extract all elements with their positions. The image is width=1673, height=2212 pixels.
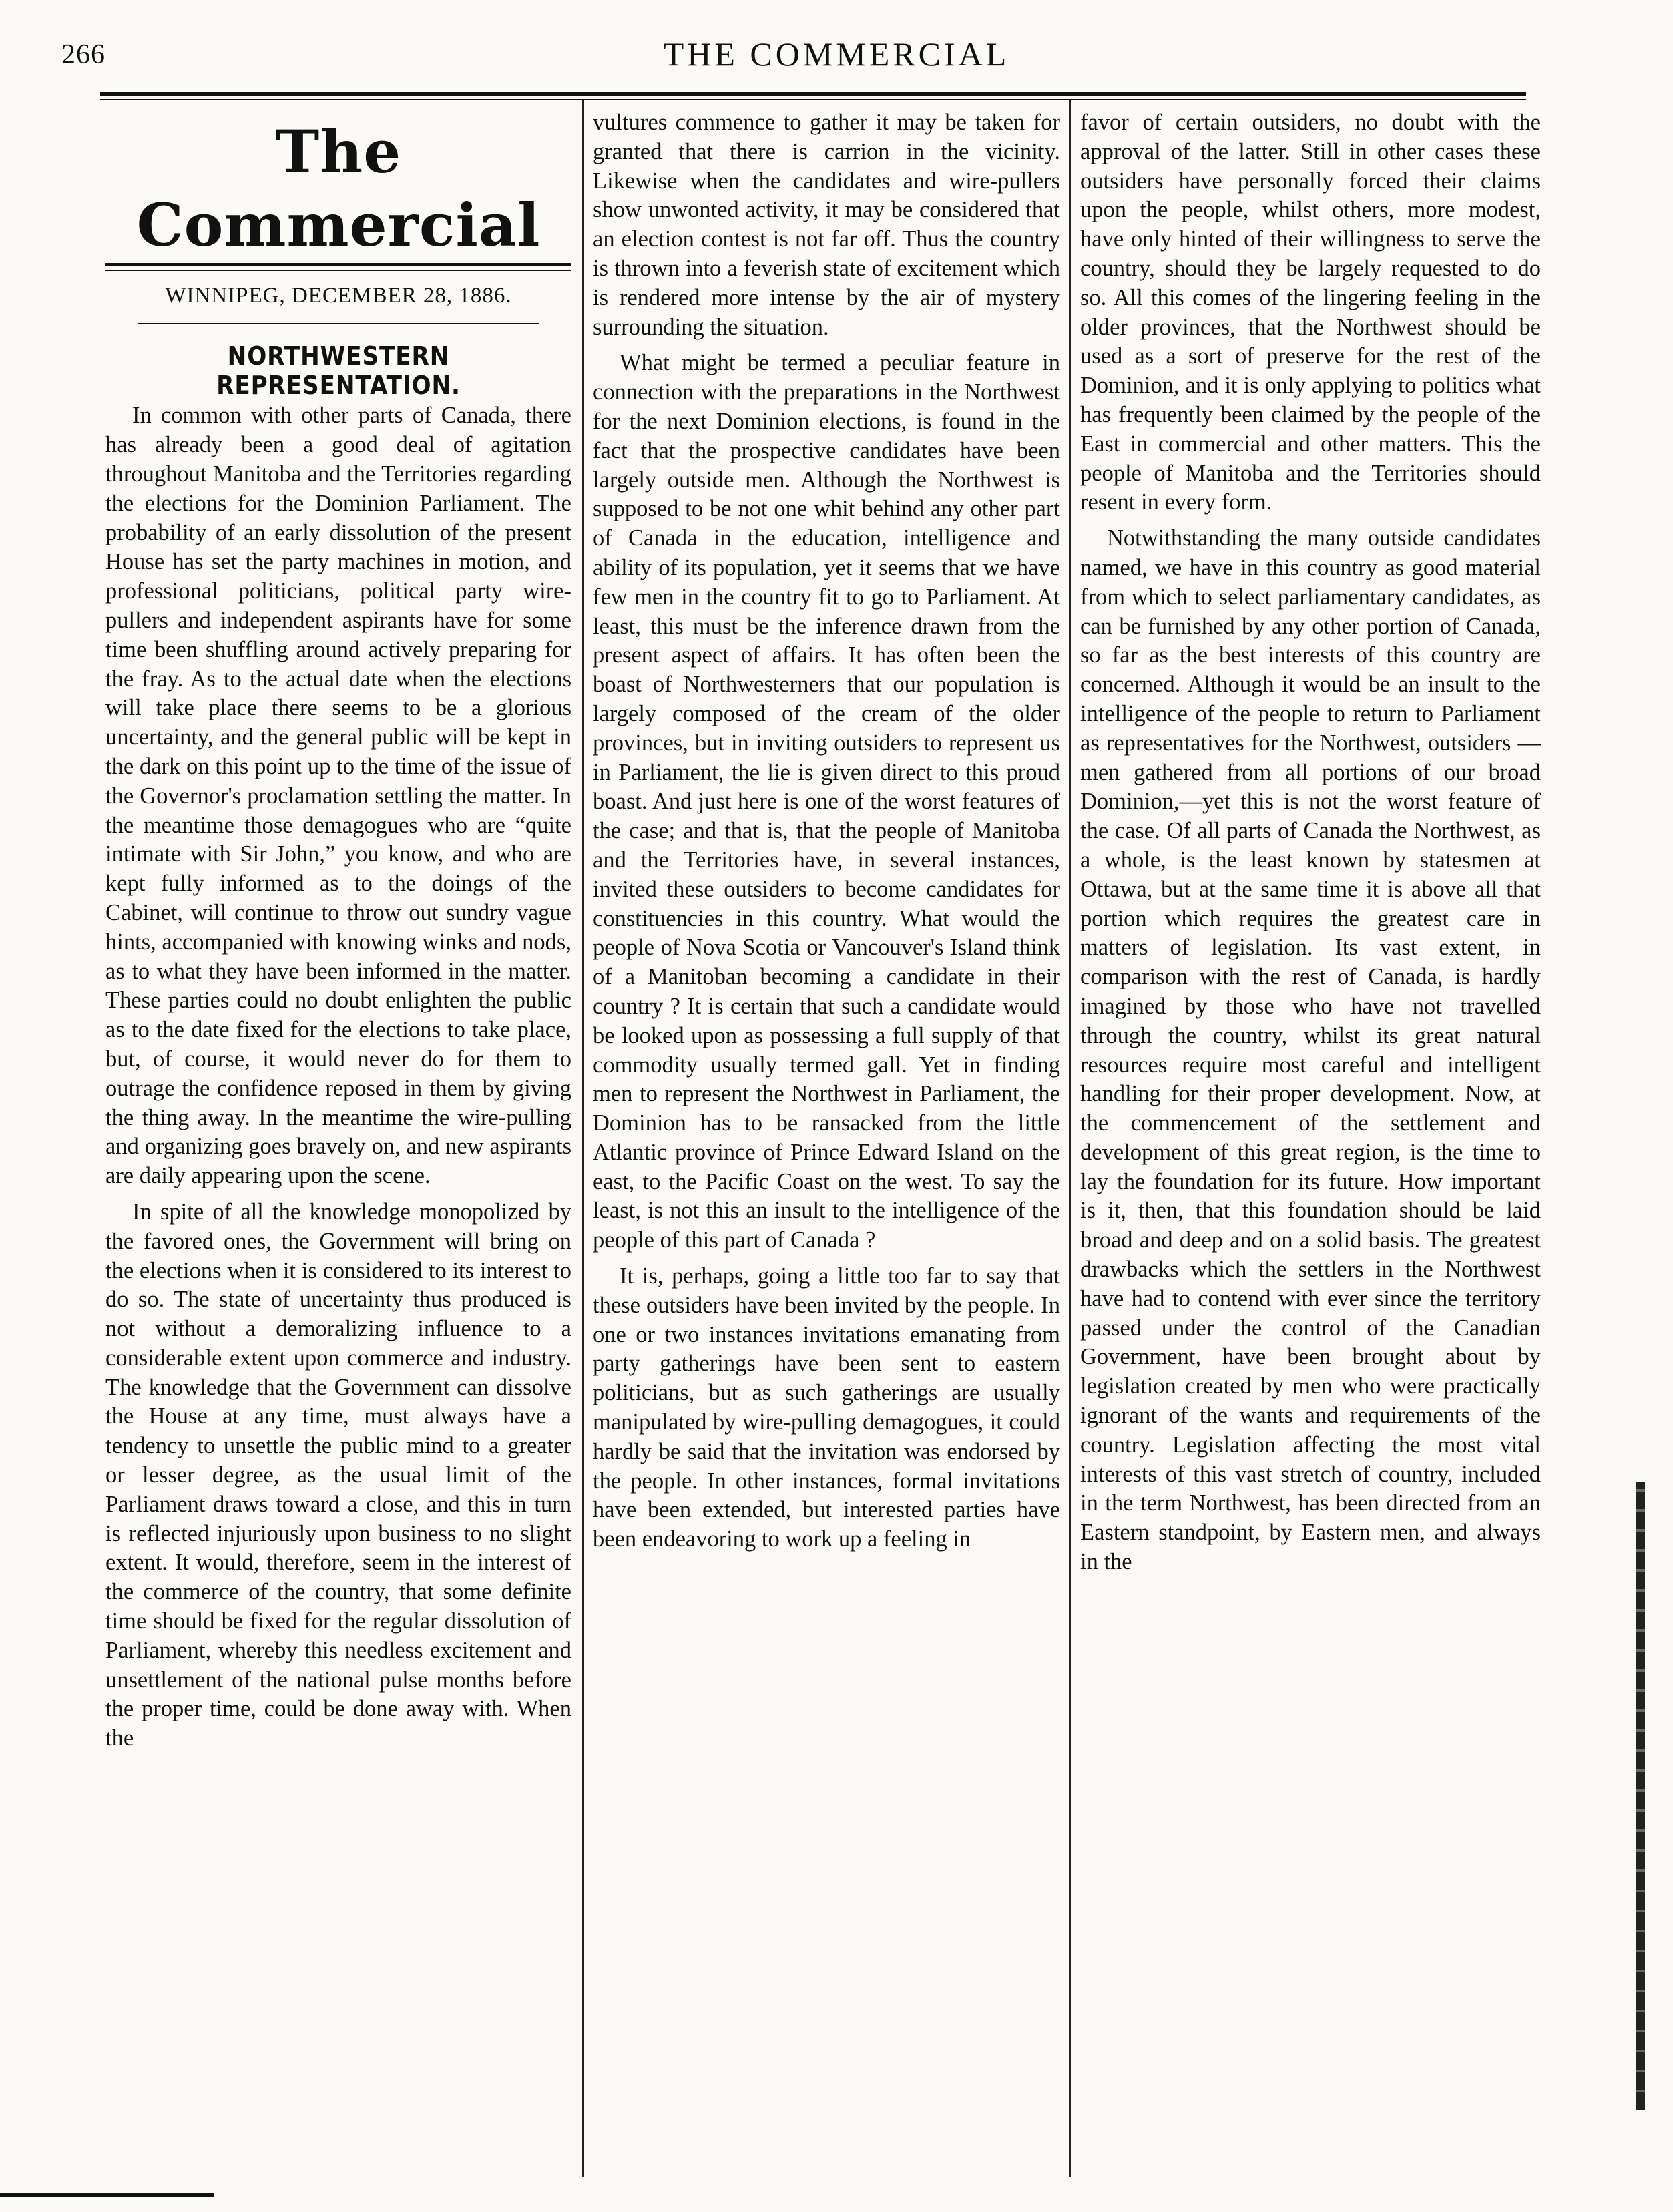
article-headline: NORTHWESTERN REPRESENTATION. <box>216 341 461 400</box>
column-divider <box>1069 100 1071 2177</box>
binding-edge-mark <box>1636 1482 1645 2110</box>
running-title: THE COMMERCIAL <box>663 35 1010 73</box>
column-divider <box>582 100 584 2177</box>
footer-rule <box>0 2193 214 2197</box>
paragraph: What might be termed a peculiar feature in connection with the preparations in the Northwest for the next Dominion elections, is found in the fact that the prospective candidates have been largely outside men. Although the Northwest is supposed to be not one whit behind any other part of Canada in the education, intelligence and ability of its population, yet it seems that we have few men in the country fit to go to Parliament. At least, this must be the inference drawn from the present aspect of affairs. It has often been the boast of Northwesterners that our population is largely composed of the cream of the older provinces, but in inviting outsiders to represent us in Parliament, the lie is given direct to this proud boast. And just here is one of the worst features of the case; and that is, that the people of Manitoba and the Territories have, in several instances, invited these outsiders to become candidates for constituencies in this country. What would the people of Nova Scotia or Vancouver's Island think of a Manitoban becoming a candidate in their country ? It is certain that such a candidate would be looked upon as possessing a full supply of that commodity usually termed gall. Yet in finding men to represent the Northwest in Parliament, the Dominion has to be ransacked from the little Atlantic province of Prince Edward Island on the east, to the Pacific Coast on the west. To say the least, is not this an insult to the intelligence of the people of this part of Canada ? <box>593 350 1060 1253</box>
column-2 <box>593 108 1060 2165</box>
masthead-title: The Commercial <box>136 117 541 260</box>
column-1 <box>105 108 571 2165</box>
column-3 <box>1080 108 1541 2165</box>
paragraph: vultures commence to gather it may be taken for granted that there is carrion in the vicinity. Likewise when the candidates and wire-pullers show unwonted activity, it may be considered that an election contest is not far off. Thus the country is thrown into a feverish state of excitement which is rendered more intense by the air of mystery surrounding the situation. <box>593 109 1060 340</box>
paragraph: It is, perhaps, going a little too far to say that these outsiders have been invited by the people. In one or two instances invitations emanating from party gatherings have been sent to eastern politicians, but as such gatherings are usually manipulated by wire-pulling demagogues, it could hardly be said that the invitation was endorsed by the people. In other instances, formal invitations have been extended, but interested parties have been endeavoring to work up a feeling in <box>593 1263 1060 1552</box>
dateline: WINNIPEG, DECEMBER 28, 1886. <box>165 284 512 308</box>
paragraph: Notwithstanding the many outside candidates named, we have in this country as good material from which to select parliamentary candidates, as can be furnished by any other portion of Canada, so far as the best interests of this country are concerned. Although it would be an insult to the intelligence of the people to return to Parliament as representatives for the Northwest, outsiders —men gathered from all portions of our broad Dominion,—yet this is not the worst feature of the case. Of all parts of Canada the Northwest, as a whole, is the least known by statesmen at Ottawa, but at the same time it is above all that portion which requires the greatest care in matters of legislation. Its vast extent, in comparison with the rest of Canada, is hardly imagined by those who have not travelled through the country, whilst its great natural resources require most careful and intelligent handling for their proper development. Now, at the commencement of the settlement and development of this great region, is the time to lay the foundation for its future. How important is it, then, that this foundation should be laid broad and deep and on a solid basis. The greatest drawbacks which the settlers in the Northwest have had to contend with ever since the territory passed under the control of the Canadian Government, have been brought about by legislation created by men who were practically ignorant of the wants and requirements of the country. Legislation affecting the most vital interests of this vast stretch of country, included in the term Northwest, has been directed from an Eastern standpoint, by Eastern men, and always in the <box>1080 525 1541 1575</box>
paragraph: In spite of all the knowledge monopolized by the favored ones, the Government will bring on the elections when it is considered to its interest to do so. The state of uncertainty thus produced is not without a demoralizing influence to a considerable extent upon commerce and industry. The knowledge that the Government can dissolve the House at any time, must always have a tendency to unsettle the public mind to a greater or lesser degree, as the usual limit of the Parliament draws toward a close, and this in turn is reflected injuriously upon business to no slight extent. It would, therefore, seem in the interest of the commerce of the country, that some definite time should be fixed for the regular dissolution of Parliament, whereby this needless excitement and unsettlement of the national pulse months before the proper time, could be done away with. When the <box>105 1198 571 1751</box>
header-rule <box>100 92 1526 100</box>
masthead-rule <box>105 263 571 271</box>
paragraph: In common with other parts of Canada, there has already been a good deal of agitation throughout Manitoba and the Territories regarding the elections for the Dominion Parliament. The probability of an early dissolution of the present House has set the party machines in motion, and professional politicians, political party wire-pullers and independent aspirants have for some time been shuffling around actively preparing for the fray. As to the actual date when the elections will take place there seems to be a glorious uncertainty, and the general public will be kept in the dark on this point up to the time of the issue of the Governor's proclamation settling the matter. In the meantime those demagogues who are “quite intimate with Sir John,” you know, and who are kept fully informed as to the doings of the Cabinet, will continue to throw out sundry vague hints, accompanied with knowing winks and nods, as to what they have been informed in the matter. These parties could no doubt enlighten the public as to the date fixed for the elections to take place, but, of course, it would never do for them to outrage the confidence reposed in them by giving the thing away. In the meantime the wire-pulling and organizing goes bravely on, and new aspirants are daily appearing upon the scene. <box>105 403 571 1189</box>
dateline-rule <box>138 323 539 324</box>
page-number: 266 <box>61 39 105 70</box>
paragraph: favor of certain outsiders, no doubt with the approval of the latter. Still in other cases these outsiders have personally forced their claims upon the people, whilst others, more modest, have only hinted of their willingness to serve the country, should they be largely requested to do so. All this comes of the lingering feeling in the older provinces, that the Northwest should be used as a sort of preserve for the rest of the Dominion, and it is only applying to politics what has frequently been claimed by the people of the East in commercial and other matters. This the people of Manitoba and the Territories should resent in every form. <box>1080 109 1541 515</box>
